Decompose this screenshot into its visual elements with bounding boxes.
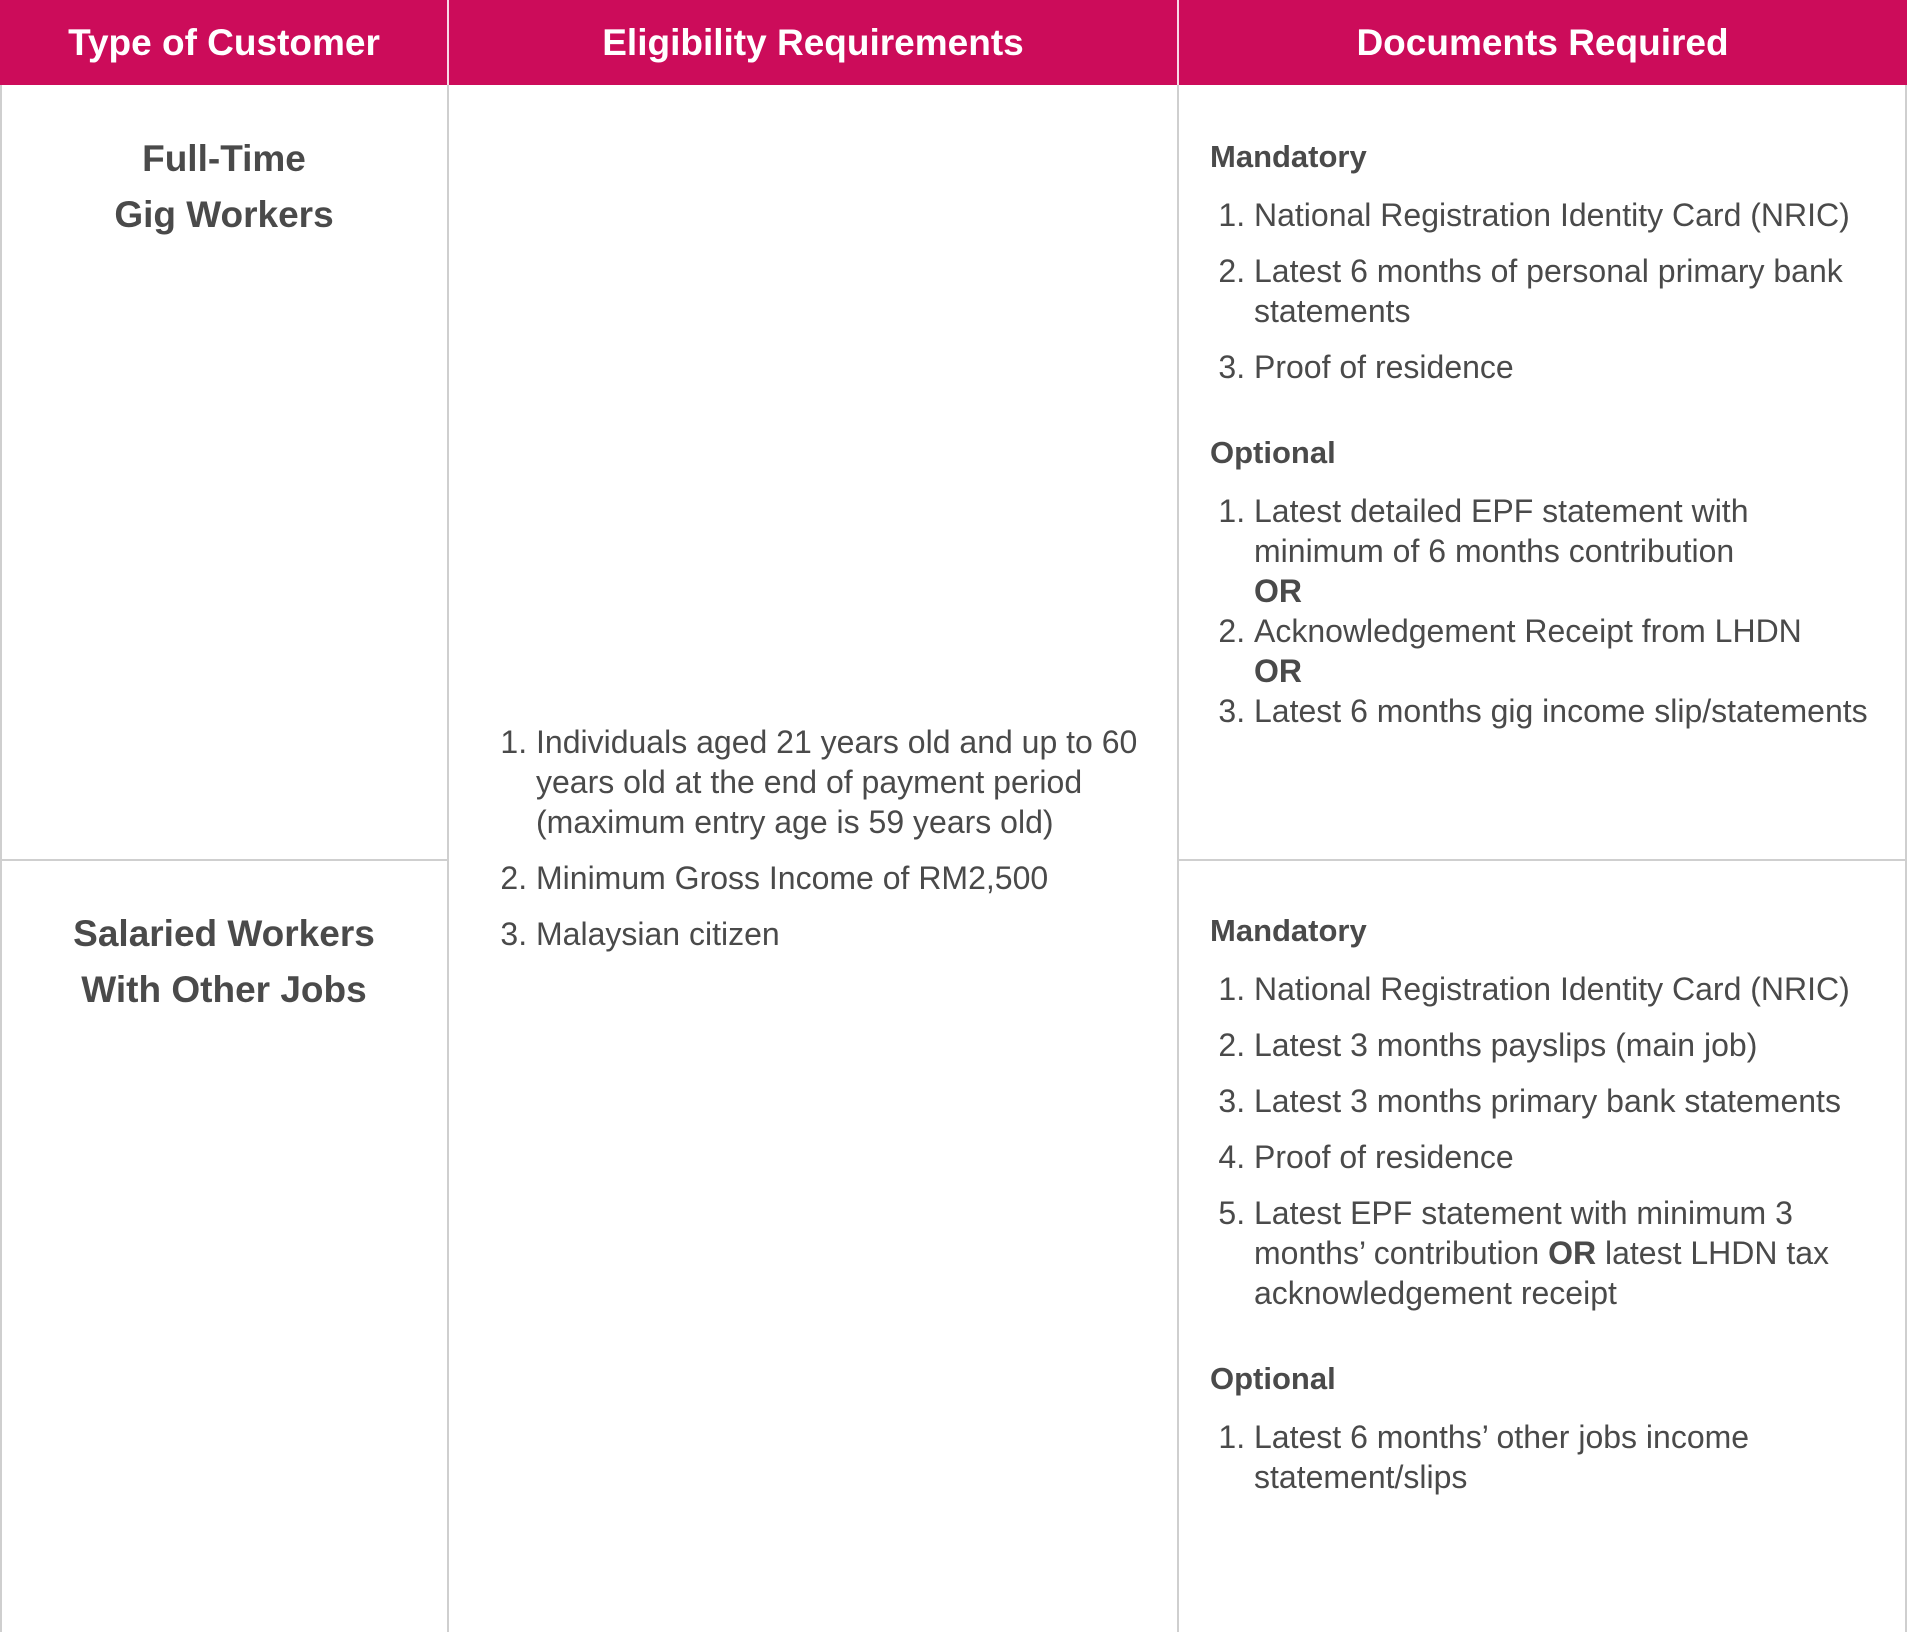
customer-type-line: Full-Time xyxy=(142,138,306,179)
or-label: OR xyxy=(1254,653,1302,689)
header-eligibility-requirements xyxy=(448,0,1178,85)
header-documents-required xyxy=(1178,0,1907,85)
customer-type-gig-workers xyxy=(2,131,446,243)
document-item: 3. Proof of residence xyxy=(1254,347,1880,387)
document-item-text: Latest 6 months gig income slip/statements xyxy=(1254,693,1868,729)
document-item-text: Acknowledgement Receipt from LHDN xyxy=(1254,613,1802,649)
header-eligibility-label: Eligibility Requirements xyxy=(602,21,1024,63)
mandatory-title: Mandatory xyxy=(1210,913,1367,948)
documents-cell-salaried-workers xyxy=(1210,911,1880,1513)
documents-cell-gig-workers xyxy=(1210,137,1880,731)
optional-list xyxy=(1210,491,1880,731)
grid-row-divider xyxy=(1178,859,1907,861)
document-item xyxy=(1254,1193,1880,1313)
eligibility-item: 2. Minimum Gross Income of RM2,500 xyxy=(536,858,1142,898)
document-item: 3. Latest 3 months primary bank statements xyxy=(1254,1081,1880,1121)
header-divider xyxy=(1177,0,1179,85)
header-documents-label: Documents Required xyxy=(1356,21,1729,63)
optional-list xyxy=(1210,1417,1880,1497)
document-item xyxy=(1254,611,1880,691)
optional-title: Optional xyxy=(1210,435,1336,470)
document-item-text: latest LHDN tax acknowledgement receipt xyxy=(1254,1235,1830,1311)
customer-type-line: Salaried Workers xyxy=(73,913,375,954)
header-type-of-customer xyxy=(0,0,448,85)
customer-type-salaried-workers xyxy=(2,906,446,1018)
mandatory-title: Mandatory xyxy=(1210,139,1367,174)
eligibility-item: 1. Individuals aged 21 years old and up to 60 years old at the end of payment period (maximum entry age is 59 years old) xyxy=(536,722,1142,842)
document-item: 2. Latest 6 months of personal primary bank statements xyxy=(1254,251,1880,331)
header-divider xyxy=(447,0,449,85)
document-item: 1. National Registration Identity Card (NRIC) xyxy=(1254,969,1880,1009)
document-item xyxy=(1254,491,1880,611)
grid-row-divider xyxy=(0,859,448,861)
mandatory-list xyxy=(1210,195,1880,387)
document-item: 1. Latest 6 months’ other jobs income statement/slips xyxy=(1254,1417,1880,1497)
document-item: 1. National Registration Identity Card (NRIC) xyxy=(1254,195,1880,235)
document-item: 2. Latest 3 months payslips (main job) xyxy=(1254,1025,1880,1065)
eligibility-list xyxy=(492,722,1142,954)
document-item: 4. Proof of residence xyxy=(1254,1137,1880,1177)
or-label: OR xyxy=(1254,573,1302,609)
customer-type-line: Gig Workers xyxy=(114,194,334,235)
optional-title: Optional xyxy=(1210,1361,1336,1396)
mandatory-list xyxy=(1210,969,1880,1313)
eligibility-item: 3. Malaysian citizen xyxy=(536,914,1142,954)
or-label: OR xyxy=(1548,1235,1597,1271)
document-item xyxy=(1254,691,1880,731)
document-item-text: Latest EPF statement with minimum 3 months’ contribution xyxy=(1254,1195,1793,1271)
header-type-of-customer-label: Type of Customer xyxy=(68,21,380,63)
customer-type-line: With Other Jobs xyxy=(81,969,367,1010)
document-item-text: Latest detailed EPF statement with minimum of 6 months contribution xyxy=(1254,493,1749,569)
eligibility-cell xyxy=(492,722,1142,970)
